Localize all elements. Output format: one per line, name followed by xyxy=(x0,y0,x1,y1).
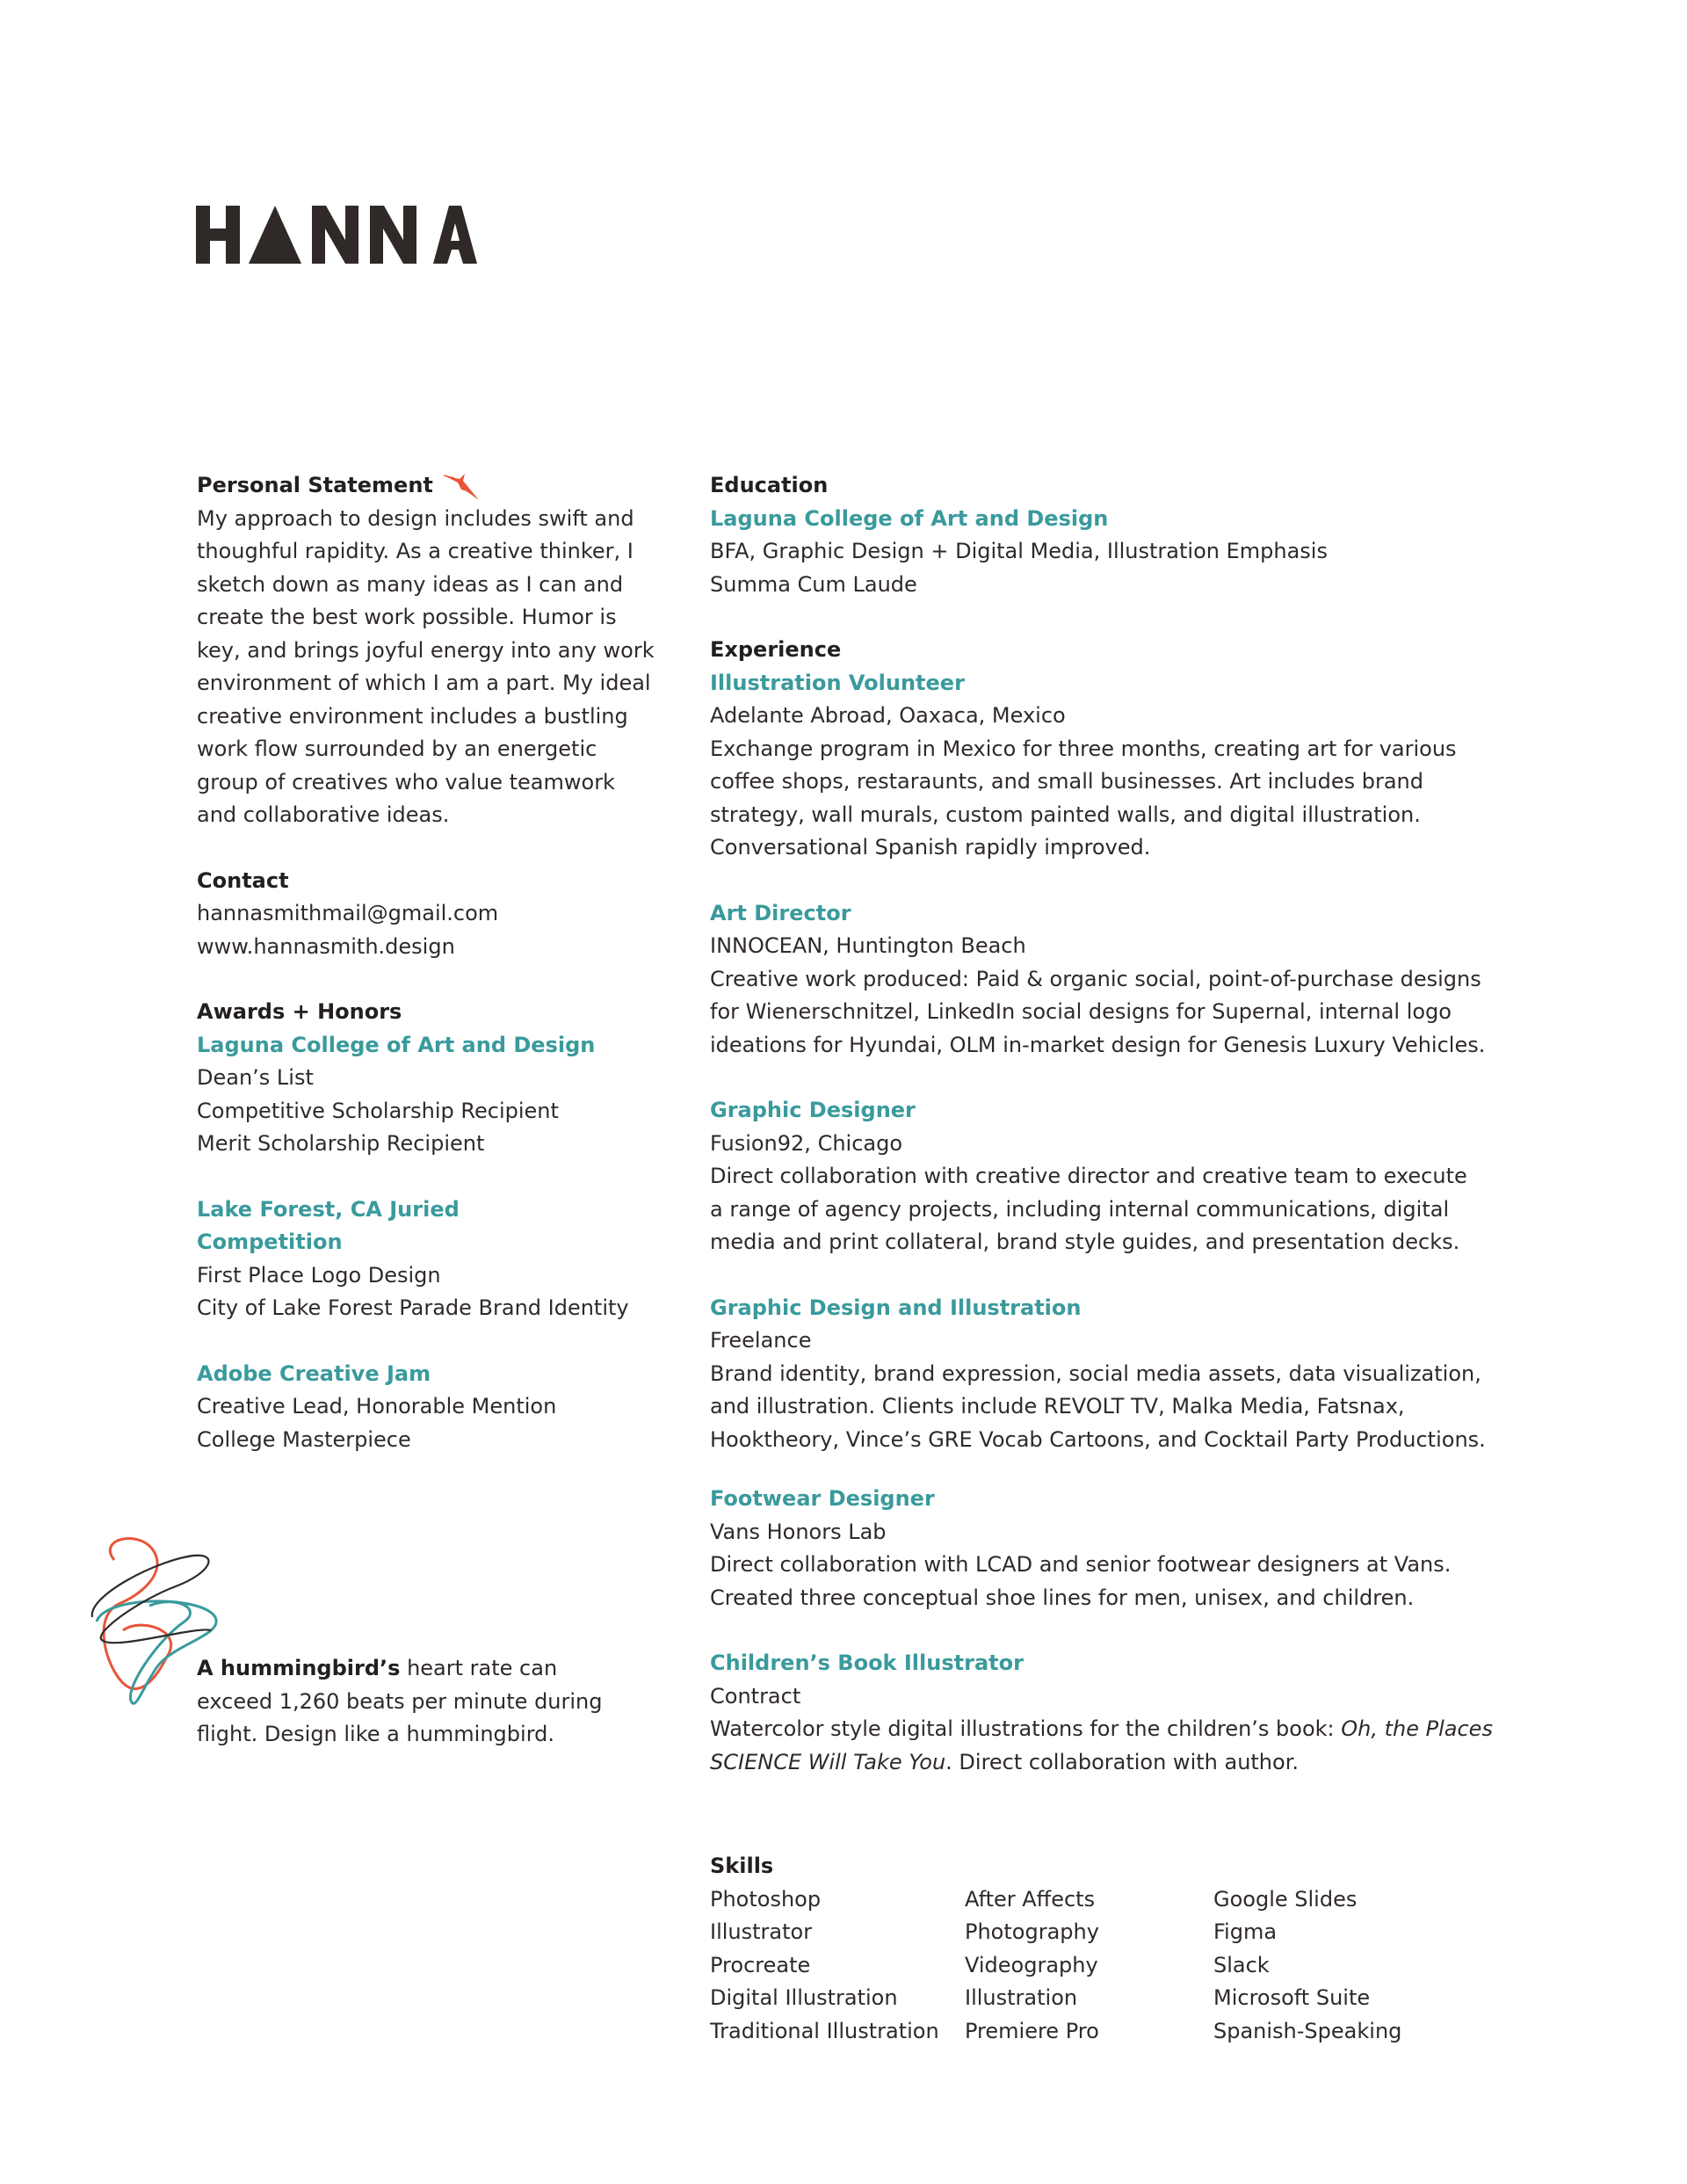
skill-item: Videography xyxy=(965,1952,1098,1977)
skills-section xyxy=(710,1850,1448,2048)
job-title: Illustration Volunteer xyxy=(710,670,965,695)
personal-statement-heading: Personal Statement xyxy=(197,473,433,497)
contact-heading: Contact xyxy=(197,867,289,893)
job-desc: Created three conceptual shoe lines for men, unisex, and children. xyxy=(710,1585,1415,1610)
award-group-title: Laguna College of Art and Design xyxy=(197,1032,596,1057)
hanna-logo xyxy=(196,204,477,265)
skill-item: Photoshop xyxy=(710,1886,822,1912)
awards-heading: Awards + Honors xyxy=(197,999,402,1024)
award-group-title: Adobe Creative Jam xyxy=(197,1360,431,1386)
contact-website[interactable]: www.hannasmith.design xyxy=(197,933,455,959)
skills-column xyxy=(710,1883,965,2049)
job-org: Freelance xyxy=(710,1328,812,1353)
statement-line: creative environment includes a bustling xyxy=(197,703,628,729)
award-item: College Masterpiece xyxy=(197,1426,411,1452)
education-degree: BFA, Graphic Design + Digital Media, Illustration Emphasis xyxy=(710,539,1328,563)
fact-text: exceed 1,260 beats per minute during xyxy=(197,1688,603,1714)
award-group-title: Lake Forest, CA Juried Competition xyxy=(197,1196,460,1254)
job-desc: media and print collateral, brand style guides, and presentation decks. xyxy=(710,1230,1460,1254)
job-title: Graphic Design and Illustration xyxy=(710,1295,1082,1320)
skills-column xyxy=(965,1883,1213,2049)
award-item: Creative Lead, Honorable Mention xyxy=(197,1394,557,1419)
award-item: First Place Logo Design xyxy=(197,1262,441,1288)
job-desc: a range of agency projects, including internal communications, digital xyxy=(710,1196,1450,1222)
job-org: Contract xyxy=(710,1683,801,1709)
skill-item: Spanish-Speaking xyxy=(1213,2018,1402,2043)
skill-item: Illustrator xyxy=(710,1919,813,1944)
award-item: City of Lake Forest Parade Brand Identity xyxy=(197,1295,629,1320)
statement-line: group of creatives who value teamwork xyxy=(197,769,615,795)
job-desc-text: . Direct collaboration with author. xyxy=(945,1749,1299,1774)
statement-line: create the best work possible. Humor is xyxy=(197,605,617,629)
book-title: SCIENCE Will Take You xyxy=(710,1749,946,1774)
job-org: Vans Honors Lab xyxy=(710,1519,887,1544)
skill-item: Google Slides xyxy=(1213,1886,1358,1912)
job-desc: strategy, wall murals, custom painted walls, and digital illustration. xyxy=(710,802,1421,827)
right-column xyxy=(710,469,1493,1779)
statement-line: key, and brings joyful energy into any work xyxy=(197,637,655,663)
job-desc: ideations for Hyundai, OLM in-market design for Genesis Luxury Vehicles. xyxy=(710,1032,1486,1057)
job-org: Adelante Abroad, Oaxaca, Mexico xyxy=(710,703,1066,728)
skill-item: Digital Illustration xyxy=(710,1985,898,2010)
education-honor: Summa Cum Laude xyxy=(710,571,917,597)
skill-item: Procreate xyxy=(710,1952,811,1977)
skill-item: Illustration xyxy=(965,1985,1078,2010)
job-desc: Direct collaboration with LCAD and senior footwear designers at Vans. xyxy=(710,1552,1452,1577)
experience-heading: Experience xyxy=(710,637,842,662)
job-org: Fusion92, Chicago xyxy=(710,1130,903,1156)
award-item: Merit Scholarship Recipient xyxy=(197,1131,485,1156)
education-school: Laguna College of Art and Design xyxy=(710,505,1109,531)
award-item: Competitive Scholarship Recipient xyxy=(197,1098,559,1123)
job-title: Art Director xyxy=(710,900,851,925)
statement-line: sketch down as many ideas as I can and xyxy=(197,571,624,597)
skill-item: Premiere Pro xyxy=(965,2018,1099,2043)
job-desc-text: Watercolor style digital illustrations for the children’s book: xyxy=(710,1716,1342,1741)
job-desc: and illustration. Clients include REVOLT TV, Malka Media, Fatsnax, xyxy=(710,1394,1405,1419)
job-desc: coffee shops, restaraunts, and small businesses. Art includes brand xyxy=(710,769,1423,794)
job-title: Graphic Designer xyxy=(710,1098,916,1122)
award-item: Dean’s List xyxy=(197,1065,314,1090)
job-desc: Creative work produced: Paid & organic social, point-of-purchase designs xyxy=(710,966,1481,991)
statement-line: and collaborative ideas. xyxy=(197,802,450,827)
hummingbird-icon xyxy=(442,470,481,502)
skill-item: Photography xyxy=(965,1919,1099,1944)
fact-text: flight. Design like a hummingbird. xyxy=(197,1722,555,1746)
fact-text: heart rate can xyxy=(400,1656,558,1680)
statement-line: work flow surrounded by an energetic xyxy=(197,736,597,761)
job-desc: Conversational Spanish rapidly improved. xyxy=(710,835,1151,860)
statement-line: environment of which I am a part. My ideal xyxy=(197,671,651,695)
education-heading: Education xyxy=(710,473,829,497)
skill-item: Microsoft Suite xyxy=(1213,1985,1371,2010)
statement-line: thoughful rapidity. As a creative thinker, I xyxy=(197,539,634,563)
job-org: INNOCEAN, Huntington Beach xyxy=(710,933,1026,958)
job-title: Footwear Designer xyxy=(710,1486,935,1511)
fact-bold: A hummingbird’s xyxy=(197,1656,401,1680)
job-desc xyxy=(710,1713,1493,1746)
skill-item: Figma xyxy=(1213,1919,1278,1944)
job-desc xyxy=(710,1746,1448,1780)
job-desc: Exchange program in Mexico for three months, creating art for various xyxy=(710,736,1457,761)
skills-heading: Skills xyxy=(710,1854,774,1878)
job-desc: Hooktheory, Vince’s GRE Vocab Cartoons, and Cocktail Party Productions. xyxy=(710,1426,1486,1452)
contact-email[interactable]: hannasmithmail@gmail.com xyxy=(197,901,499,925)
book-title: Oh, the Places xyxy=(1341,1716,1493,1741)
job-title: Children’s Book Illustrator xyxy=(710,1651,1024,1675)
left-column xyxy=(197,469,655,1456)
skill-item: Slack xyxy=(1213,1952,1270,1977)
skills-column xyxy=(1213,1883,1401,2049)
skill-item: After Affects xyxy=(965,1886,1096,1912)
statement-line: My approach to design includes swift and xyxy=(197,505,634,531)
job-desc: Direct collaboration with creative director and creative team to execute xyxy=(710,1164,1467,1188)
hummingbird-fact xyxy=(197,1652,603,1752)
job-desc: Brand identity, brand expression, social media assets, data visualization, xyxy=(710,1360,1481,1386)
job-desc: for Wienerschnitzel, LinkedIn social designs for Supernal, internal logo xyxy=(710,999,1452,1024)
skill-item: Traditional Illustration xyxy=(710,2018,939,2043)
